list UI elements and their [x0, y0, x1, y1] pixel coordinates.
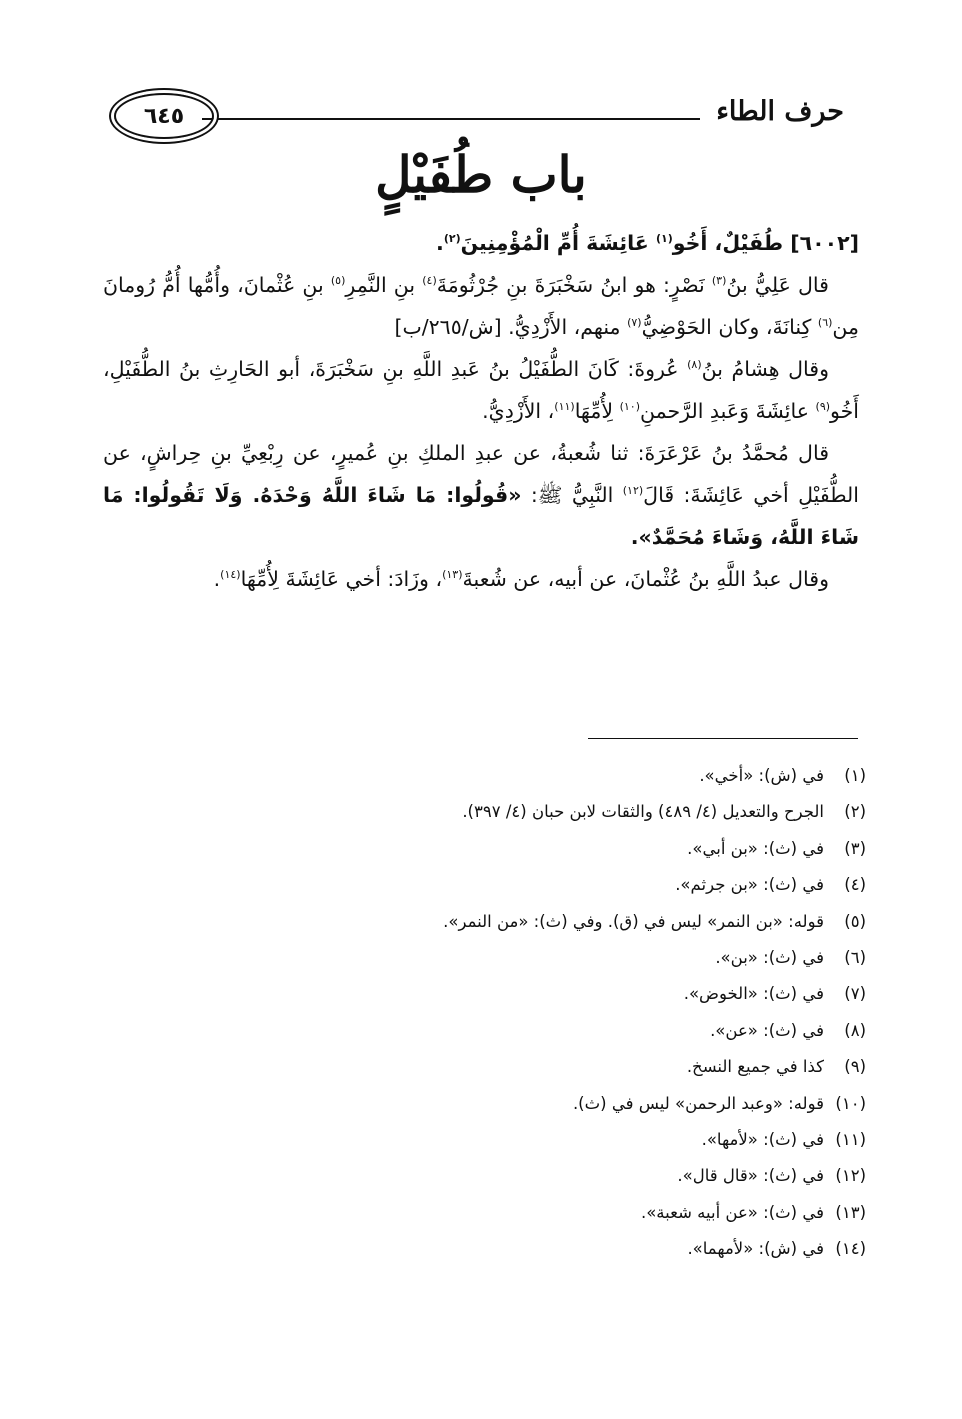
- header-rule: [202, 118, 700, 120]
- entry-heading: [٦٠٠٢] طُفَيْلٌ، أَخُو$^{(١)}$ عَائِشَةَ أُمِّ الْمُؤْمِنِينَ$^{(٢)}$.: [436, 231, 859, 255]
- footnote: (١٢)في (ث): «قال قال».: [677, 1166, 866, 1186]
- footnote: (٧)في (ث): «الخوض».: [683, 984, 866, 1004]
- footnote: (١٣)في (ث): «عن أبيه شعبة».: [640, 1202, 866, 1222]
- paragraph-2: وقال هِشامُ بنُ$^{(٨)}$ عُروةَ: كَانَ الطُّفَيْلُ بنُ عَبدِ اللَّهِ بنِ سَخْبَرَةَ، أبو الحَارِثِ بنُ الطُّفَيْلِ، أَخُو$^{(٩)}$ عائِشَةَ وَعَبدِ الرَّحمنِ$^{(١٠)}$ لِأُمِّهَا$^{(١١)}$، الأَزْدِيُّ.: [103, 357, 859, 423]
- chapter-title: باب طُفَيْلٍ: [375, 145, 587, 204]
- footnote-ref: (١٤): [220, 568, 241, 582]
- footnote-ref: (٤): [422, 274, 437, 288]
- footnote-ref: (٥): [330, 274, 346, 288]
- paragraph-4: وقال عبدُ اللَّهِ بنُ عُثْمانَ، عن أبيه، عن شُعبةَ$^{(١٣)}$، وزَادَ: أخي عَائِشَةَ لِأُمِّهَا$^{(١٤)}$.: [213, 567, 829, 591]
- footnote-ref: (٢): [443, 232, 461, 246]
- running-title: حرف الطاء: [716, 96, 844, 127]
- footnote: (١١)في (ث): «لأمها».: [701, 1130, 866, 1150]
- footnote: (٩)كذا في جميع النسخ.: [686, 1057, 866, 1077]
- entry-title-rest: عَائِشَةَ أُمِّ الْمُؤْمِنِينَ: [460, 231, 649, 255]
- footnote: (٣)في (ث): «بن أبي».: [687, 838, 866, 858]
- footnote-separator: [588, 738, 858, 739]
- hadith-text: «قُولُوا: مَا شَاءَ اللَّهُ وَحْدَهُ. وَلَا تَقُولُوا: مَا شَاءَ اللَّهُ، وَشَاءَ مُحَمَّدٌ».: [103, 483, 859, 549]
- page-number: ٦٤٥: [114, 93, 214, 139]
- footnotes: [96, 758, 866, 1268]
- footnote: (٦)في (ث): «بن».: [715, 948, 866, 968]
- footnote: (٨)في (ث): «عن».: [710, 1020, 866, 1040]
- main-text: [103, 222, 859, 600]
- footnote-ref: (١٠): [619, 400, 641, 414]
- footnote-ref: (١٣): [442, 568, 463, 582]
- footnote: (٥)قوله: «بن النمر» ليس في (ق). وفي (ث): «من النمر».: [443, 911, 866, 931]
- footnote: (٢)الجرح والتعديل (٤/ ٤٨٩) والثقات لابن حبان (٤/ ٣٩٧).: [462, 802, 866, 822]
- footnote: (١٠)قوله: «وعبد الرحمن» ليس في (ث).: [572, 1093, 866, 1113]
- footnote-ref: (١): [655, 232, 673, 246]
- footnote: (١)في (ش): «أخي».: [699, 766, 866, 785]
- footnote-ref: (١١): [554, 400, 575, 414]
- footnote-ref: (١٢): [622, 484, 644, 498]
- footnote: (٤)في (ث): «بن جرثم».: [675, 875, 866, 895]
- paragraph-1: قال عَلِيُّ بنُ$^{(٣)}$ نَصْرٍ: هو ابنُ سَخْبَرَةَ بنِ جُرْثُومَةَ$^{(٤)}$ بنِ النَّمِرِ$^{(٥)}$ بنِ عُثْمانَ، وأُمُّها أُمُّ رُومانَ مِن$^{(٦)}$ كِنانَةَ، وكان الحَوْضِيُّ$^{(٧)}$ منهم، الأَزْدِيُّ. [ش/٢٦٥/ب]: [103, 273, 859, 339]
- entry-number: [٦٠٠٢]: [790, 231, 859, 255]
- footnote-ref: (٣): [711, 274, 727, 288]
- paragraph-3: قال مُحمَّدُ بنُ عَرْعَرَةَ: ثنا شُعبةُ، عن عبدِ الملكِ بنِ عُميرٍ، عن رِبْعِيِّ بنِ حِراشٍ، عن الطُّفَيْلِ أخي عَائِشَةَ: قَالَ$^{(١٢)}$ النَّبِيُّ ﷺ: «قُولُوا: مَا شَاءَ اللَّهُ وَحْدَهُ. وَلَا تَقُولُوا: مَا شَاءَ اللَّهُ، وَشَاءَ مُحَمَّدٌ».: [103, 441, 859, 549]
- entry-title: طُفَيْلٌ، أَخُو: [672, 231, 784, 255]
- footnote-ref: (٧): [627, 316, 642, 330]
- footnote-ref: (٦): [817, 316, 833, 330]
- footnote: (١٤)في (ش): «لأمهما».: [687, 1239, 866, 1259]
- footnote-ref: (٨): [687, 358, 702, 372]
- footnote-ref: (٩): [815, 400, 831, 414]
